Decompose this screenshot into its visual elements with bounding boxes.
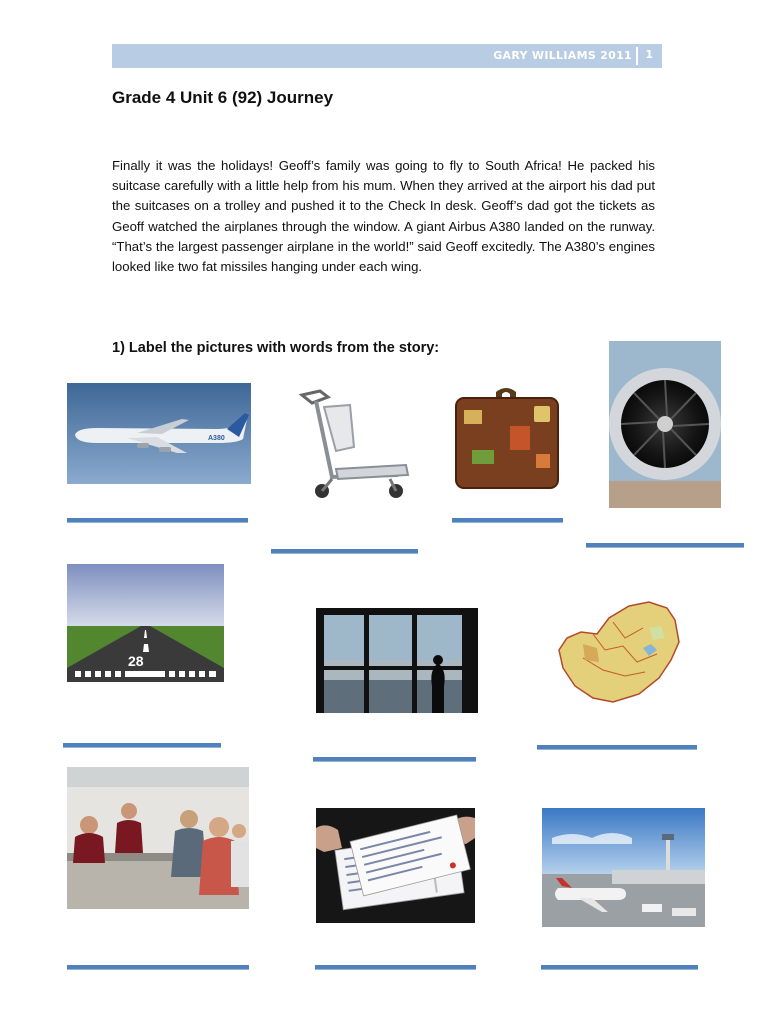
answer-line[interactable] <box>452 518 563 522</box>
page-number: 1 <box>645 48 653 61</box>
story-paragraph: Finally it was the holidays! Geoff’s family was going to fly to South Africa! He packed his suitcase carefully with a little help from his mum. When they arrived at the airport his dad put the suitcases on a trolley and pushed it to the Check In desk. Geoff’s dad got the tickets as Geoff watched the airplanes through the window. A giant Airbus A380 landed on the runway. “That’s the largest passenger airplane in the world!” said Geoff excitedly. The A380’s engines looked like two fat missiles hanging under each wing. <box>112 158 655 275</box>
page-title: Grade 4 Unit 6 (92) Journey <box>112 88 334 107</box>
tickets-picture <box>316 808 475 923</box>
map-picture <box>553 598 686 716</box>
airport-picture <box>542 808 705 927</box>
window-picture <box>316 608 478 713</box>
header-divider <box>636 47 638 65</box>
airplane-picture <box>67 383 251 484</box>
a380-tail-label: A380 <box>208 435 225 442</box>
answer-line[interactable] <box>315 965 476 969</box>
trolley-picture <box>298 387 411 503</box>
answer-line[interactable] <box>67 518 248 522</box>
runway-picture <box>67 564 224 682</box>
answer-line[interactable] <box>537 745 697 749</box>
header-author: GARY WILLIAMS 2011 <box>493 49 632 62</box>
check-in-desk-picture <box>67 767 249 909</box>
answer-line[interactable] <box>313 757 476 761</box>
answer-line[interactable] <box>586 543 744 547</box>
header-bar <box>112 44 662 68</box>
answer-line[interactable] <box>271 549 418 553</box>
runway-number: 28 <box>128 653 144 669</box>
question-heading: 1) Label the pictures with words from the story: <box>112 340 440 356</box>
answer-line[interactable] <box>67 965 249 969</box>
jet-engine-picture <box>609 341 721 508</box>
suitcase-picture <box>452 384 561 491</box>
answer-line[interactable] <box>63 743 221 747</box>
answer-line[interactable] <box>541 965 698 969</box>
